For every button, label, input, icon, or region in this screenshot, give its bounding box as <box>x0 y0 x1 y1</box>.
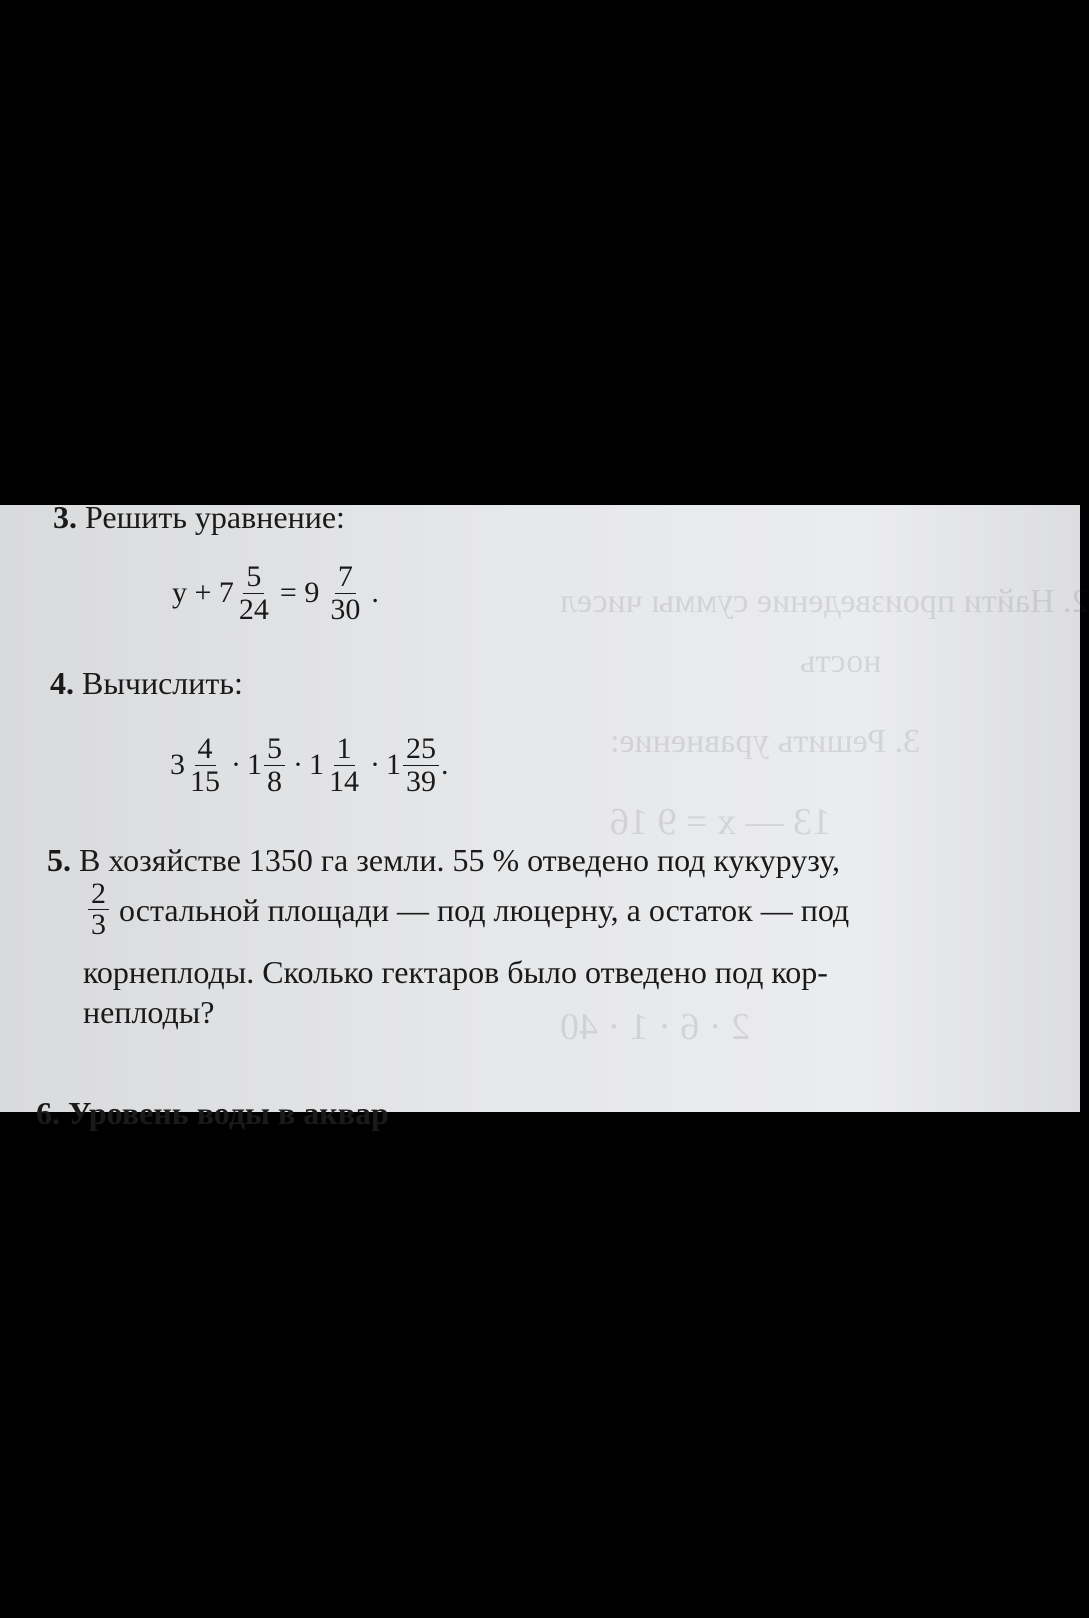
whole-part: 1 <box>386 748 401 781</box>
task-3-number: 3. <box>53 499 77 535</box>
denominator: 8 <box>267 764 282 798</box>
equals-sign: = 9 <box>279 576 320 609</box>
task-5-text: В хозяйстве 1350 га земли. 55 % отведено под кукурузу, <box>79 842 840 878</box>
numerator: 5 <box>243 561 264 594</box>
fraction-4-15 <box>187 733 223 797</box>
expression-end: . <box>441 748 449 781</box>
equation-end: . <box>371 576 379 609</box>
fraction-2-3-stack <box>88 879 109 940</box>
equation-left: y + 7 <box>172 576 234 609</box>
task-4-title: Вычислить: <box>82 665 243 701</box>
denominator: 14 <box>329 764 359 798</box>
task-5-line-3: корнеплоды. Сколько гектаров было отведено под кор- <box>83 954 828 990</box>
denominator: 15 <box>190 764 220 798</box>
numerator: 4 <box>195 733 216 766</box>
textbook-page <box>0 499 1089 1131</box>
bleed-through: 2 · 6 · 1 · 40 <box>560 1006 750 1048</box>
whole-part: 3 <box>170 748 185 781</box>
multiply-dot: · <box>293 748 303 781</box>
fraction-2-3 <box>86 879 111 940</box>
denominator: 39 <box>406 764 436 798</box>
task-6-cut-text: 6. Уровень воды в аквар <box>36 1095 389 1131</box>
fraction-1-14 <box>326 733 362 797</box>
bleed-through: 13 — x = 9 16 <box>610 801 831 843</box>
numerator: 7 <box>335 561 356 594</box>
multiply-dot: · <box>370 748 380 781</box>
fraction-5-24 <box>236 561 272 625</box>
task-4-number: 4. <box>50 665 74 701</box>
whole-part: 1 <box>309 748 324 781</box>
bleed-through: 2. Найти произведение суммы чисел <box>560 583 1089 620</box>
fraction-5-8 <box>264 733 285 797</box>
whole-part: 1 <box>247 748 262 781</box>
fraction-7-30 <box>327 561 363 625</box>
bleed-through: ность <box>800 643 882 680</box>
denominator: 24 <box>238 592 269 626</box>
numerator: 5 <box>264 733 285 766</box>
numerator: 2 <box>88 879 109 910</box>
fraction-25-39 <box>403 733 439 797</box>
task-3-heading <box>53 499 345 536</box>
task-3-title: Решить уравнение: <box>85 499 345 535</box>
task-5-line-1 <box>47 844 840 876</box>
task-3-equation <box>172 561 385 625</box>
task-5-line-2: остальной площади — под люцерну, а остаток — под <box>119 892 850 928</box>
numerator: 25 <box>403 733 439 766</box>
multiply-dot: · <box>231 748 241 781</box>
bleed-through: 3. Решить уравнение: <box>610 723 921 760</box>
task-4-heading <box>50 665 243 702</box>
task-5-number: 5. <box>47 842 71 878</box>
task-5-line-4: неплоды? <box>83 994 215 1030</box>
task-4-expression <box>170 733 449 797</box>
denominator: 30 <box>330 592 361 626</box>
denominator: 3 <box>91 908 106 941</box>
numerator: 1 <box>334 733 355 766</box>
